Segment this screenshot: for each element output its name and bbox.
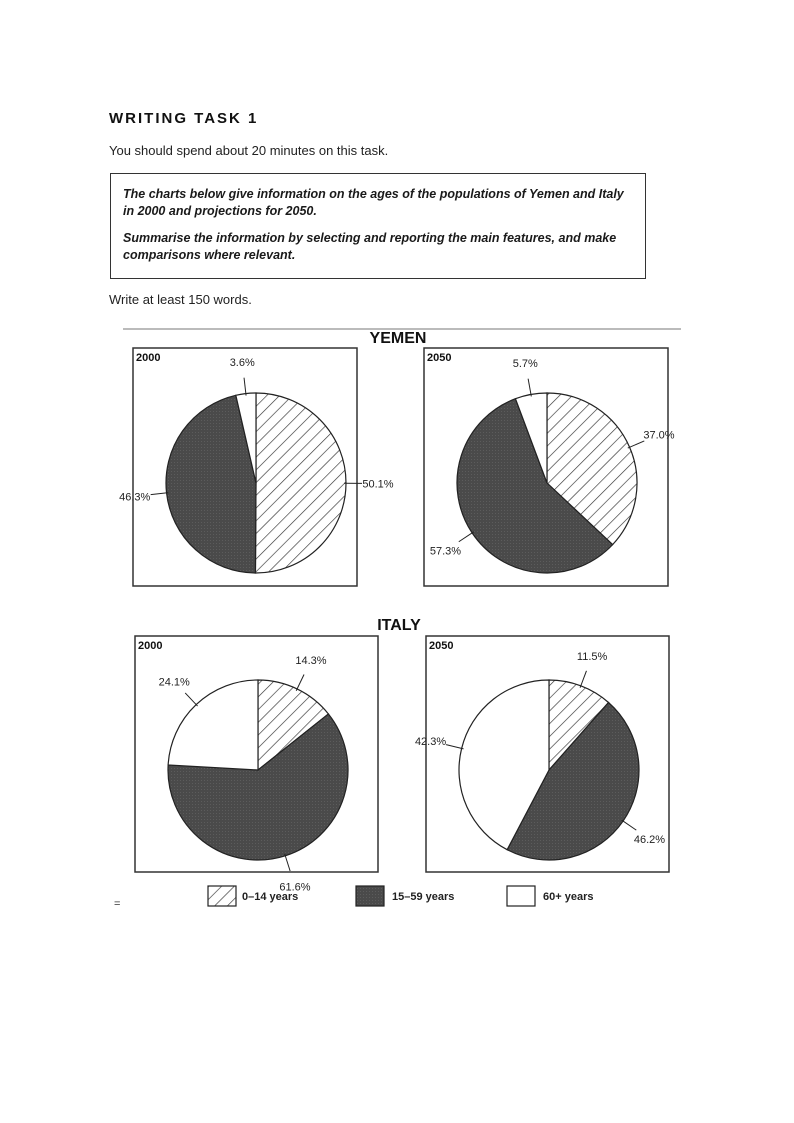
legend-item (356, 886, 454, 906)
time-instruction: You should spend about 20 minutes on this task. (109, 143, 389, 158)
legend-label: 60+ years (543, 891, 594, 903)
legend-swatch (208, 886, 236, 906)
slice-label: 42.3% (414, 735, 447, 748)
leader-line (628, 441, 645, 448)
chart-year: 2000 (138, 640, 163, 652)
leader-line (285, 854, 290, 871)
pie-chart-yemen-2050 (424, 348, 675, 586)
leader-line (580, 671, 586, 688)
leader-line (459, 532, 474, 542)
slice-label: 3.6% (229, 356, 255, 369)
legend-swatch (507, 886, 535, 906)
leader-line (296, 675, 304, 691)
leader-line (151, 493, 169, 495)
leader-line (446, 745, 463, 749)
legend-swatch (356, 886, 384, 906)
leader-line (621, 820, 636, 830)
chart-year: 2000 (136, 352, 161, 364)
task-description: The charts below give information on the ages of the populations of Yemen and Italy in 2000 and projections for 2050. (123, 187, 624, 218)
pie-chart-italy-2000 (135, 636, 378, 893)
leader-line (185, 693, 197, 706)
legend-item (507, 886, 593, 906)
pie-chart-yemen-2000 (119, 348, 394, 586)
stray-mark: = (114, 898, 121, 910)
word-count-instruction: Write at least 150 words. (109, 292, 252, 307)
chart-year: 2050 (427, 352, 452, 364)
slice-label: 11.5% (576, 650, 608, 663)
pie-slice-0-14-years (255, 393, 346, 573)
leader-line (244, 378, 246, 396)
slice-label: 46.3% (119, 491, 151, 504)
slice-label: 24.1% (158, 676, 190, 689)
leader-line (528, 379, 531, 397)
task-summary-instruction: Summarise the information by selecting and reporting the main features, and make comparisons where relevant. (123, 231, 617, 262)
slice-label: 14.3% (295, 655, 327, 668)
legend-label: 15–59 years (392, 891, 455, 903)
legend-label: 0–14 years (242, 891, 299, 903)
slice-label: 46.2% (633, 834, 666, 847)
slice-label: 5.7% (512, 357, 538, 370)
country-title: ITALY (377, 617, 421, 634)
slice-label: 37.0% (643, 429, 675, 442)
page-heading: WRITING TASK 1 (109, 110, 259, 127)
slice-label: 61.6% (279, 881, 311, 894)
slice-label: 50.1% (362, 478, 394, 491)
slice-label: 57.3% (429, 545, 462, 558)
pie-slice-60-years (168, 680, 258, 770)
chart-year: 2050 (429, 640, 454, 652)
pie-chart-italy-2050 (415, 636, 669, 872)
country-title: YEMEN (369, 330, 427, 347)
